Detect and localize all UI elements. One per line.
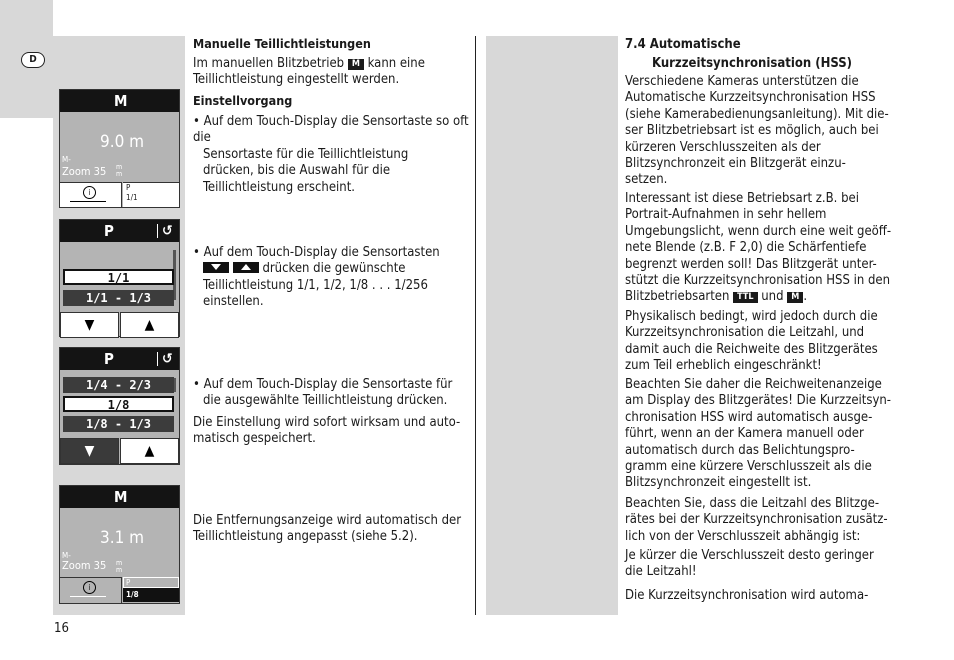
screen-header <box>60 486 179 508</box>
info-icon: i <box>83 186 96 199</box>
arrow-buttons <box>60 438 179 464</box>
arrow-up-button[interactable]: ▲ <box>120 312 179 338</box>
screen-header <box>60 348 179 370</box>
language-tab-label: D <box>29 54 37 65</box>
power-option[interactable]: 1/1 - 1/3 <box>63 290 174 306</box>
header-separator <box>157 352 158 366</box>
right-grey-column <box>486 36 618 615</box>
display-screen-power-select-1 <box>59 219 180 337</box>
info-button[interactable] <box>60 182 122 207</box>
arrow-down-icon <box>203 262 229 273</box>
header-separator <box>157 224 158 238</box>
display-screen-manual-2 <box>59 485 180 604</box>
paragraph-3: Physikalisch bedingt, wird jedoch durch die Kurzzeitsynchronisation die Leitzahl, und damit auch die Reichweite des Blitzgerätes zum Teil erheblich eingeschränkt! <box>625 309 878 374</box>
setting-note: Die Einstellung wird sofort wirksam und auto- matisch gespeichert. <box>193 415 461 447</box>
power-option-selected[interactable]: 1/8 <box>63 396 174 412</box>
distance-readout: 9.0 m <box>100 132 145 152</box>
arrow-up-button[interactable]: ▲ <box>120 438 179 464</box>
display-screen-power-select-2 <box>59 347 180 465</box>
back-icon[interactable]: ↺ <box>162 351 173 367</box>
paragraph-5: Beachten Sie, dass die Leitzahl des Blitzge- rätes bei der Kurzzeitsynchronisation zusätz- lich von der Verschlusszeit abhängig ist: <box>625 496 888 544</box>
paragraph-2: Interessant ist diese Betriebsart z.B. bei Portrait-Aufnahmen in sehr hellem Umgebungslicht, wenn durch eine weit geöff- nete Blende (z.B. F 2,0) die Schärfentiefe begrenzt werden soll! Das Blitzgerät unter- stützt die Kurzzeitsynchronisation HSS in den Blitzbetriebsarten TTL und M . <box>625 191 892 305</box>
step-1: • Auf dem Touch-Display die Sensortaste so oft die Sensortaste für die Teillichtleistung drücken, bis die Auswahl für die Teillichtleistung erscheint. <box>193 114 469 195</box>
section-heading: 7.4 Automatische Kurzzeitsynchronisation (HSS) <box>625 37 853 71</box>
info-underline <box>70 201 106 202</box>
power-option-selected[interactable]: 1/1 <box>63 269 174 285</box>
distance-note: Die Entfernungsanzeige wird automatisch der Teillichtleistung angepasst (siehe 5.2). <box>193 513 462 545</box>
mode-badge-m: M <box>787 292 803 303</box>
back-icon[interactable]: ↺ <box>162 223 173 239</box>
power-option-bottom[interactable]: 1/8 - 1/3 <box>63 416 174 432</box>
mode-label: P <box>104 350 114 368</box>
arrow-buttons <box>60 312 179 338</box>
paragraph-7: Die Kurzzeitsynchronisation wird automa- <box>625 588 869 603</box>
mode-zoom-label: M- <box>62 155 71 164</box>
info-button[interactable] <box>60 577 122 603</box>
paragraph-1: Verschiedene Kameras unterstützen die Automatische Kurzzeitsynchronisation HSS (siehe Kamerabedienungsanleitung). Mit die- ser Blitzbetriebsart ist es möglich, auch bei kürzeren Verschlusszeiten als der Blitzsynchronzeit ein Blitzgerät einzu- setzen. <box>625 74 889 188</box>
zoom-label: Zoom 35 <box>62 165 107 178</box>
arrow-up-icon <box>233 262 259 273</box>
paragraph-4: Beachten Sie daher die Reichweitenanzeige am Display des Blitzgerätes! Die Kurzzeitsyn- chronisation HSS wird automatisch ausge- führt, wenn an der Kamera manuell oder automatisch durch das Belichtungspro- gramm eine kürzere Verschlusszeit als die Blitzsynchronzeit eingestellt ist. <box>625 377 892 491</box>
mode-label: M <box>114 488 128 506</box>
heading-manual-power: Manuelle Teillichtleistungen <box>193 36 371 51</box>
info-icon: i <box>83 581 96 594</box>
unit-label: m m <box>116 559 123 574</box>
arrow-down-button[interactable]: ▼ <box>60 312 119 338</box>
info-underline <box>70 596 106 597</box>
mode-zoom-label: M- <box>62 551 71 560</box>
page-number: 16 <box>54 621 69 636</box>
column-divider <box>475 36 476 615</box>
mode-label: M <box>114 92 128 110</box>
step-3: • Auf dem Touch-Display die Sensortaste für die ausgewählte Teillichtleistung drücken. <box>193 377 453 409</box>
mode-badge-m: M <box>348 59 364 70</box>
power-level-box[interactable]: P 1/8 <box>123 577 179 603</box>
screen-header <box>60 220 179 242</box>
intro-paragraph: Im manuellen Blitzbetrieb M kann eine Teillichtleistung eingestellt werden. <box>193 56 425 88</box>
mode-label: P <box>104 222 114 240</box>
display-screen-manual-1 <box>59 89 180 208</box>
heading-procedure: Einstellvorgang <box>193 93 293 108</box>
unit-label: m m <box>116 163 123 178</box>
step-2: • Auf dem Touch-Display die Sensortasten drücken die gewünschte Teillichtleistung 1/1, 1/2, 1/8 . . . 1/256 einstellen. <box>193 245 440 310</box>
arrow-down-button[interactable]: ▼ <box>60 438 119 464</box>
power-option-top[interactable]: 1/4 - 2/3 <box>63 377 174 393</box>
mode-badge-ttl: TTL <box>733 292 757 303</box>
paragraph-6: Je kürzer die Verschlusszeit desto geringer die Leitzahl! <box>625 548 874 580</box>
distance-readout: 3.1 m <box>100 528 145 548</box>
power-level-box[interactable]: P 1/1 <box>123 182 179 207</box>
zoom-label: Zoom 35 <box>62 559 107 572</box>
screen-header <box>60 90 179 112</box>
language-tab <box>21 52 45 68</box>
